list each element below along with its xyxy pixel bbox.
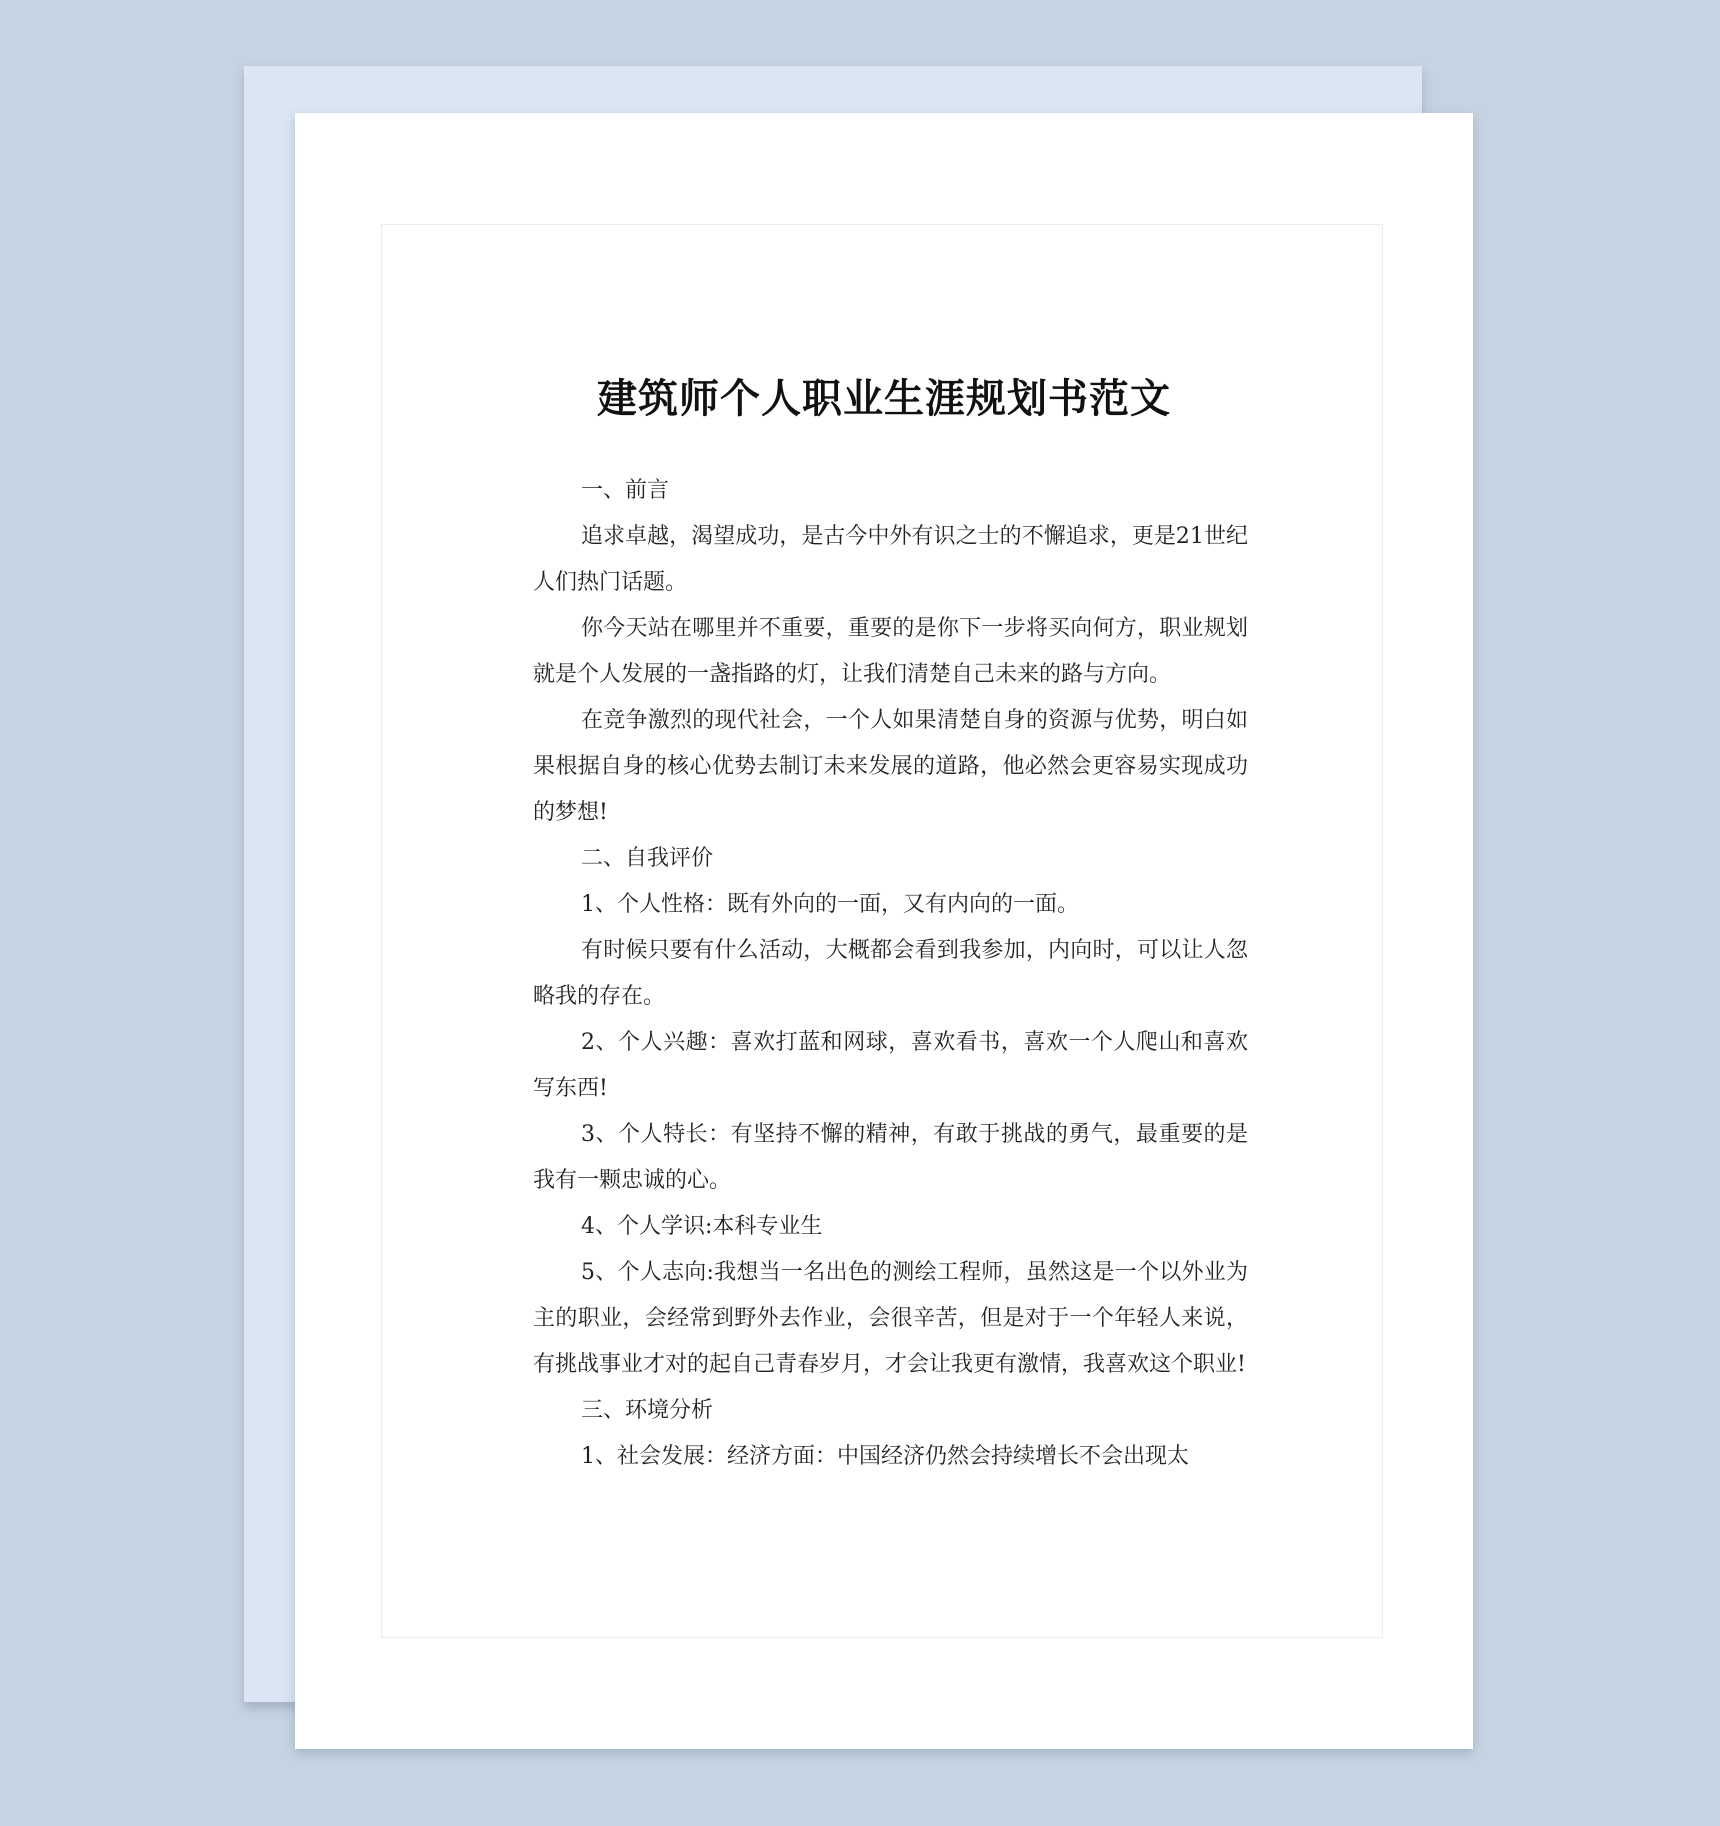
- paragraph: 你今天站在哪里并不重要，重要的是你下一步将买向何方，职业规划就是个人发展的一盏指路的灯，让我们清楚自己未来的路与方向。: [533, 616, 1248, 687]
- paragraph: 追求卓越，渴望成功，是古今中外有识之士的不懈追求，更是21世纪人们热门话题。: [533, 524, 1248, 595]
- document-body: [533, 468, 1248, 1480]
- paragraph: 2、个人兴趣：喜欢打蓝和网球，喜欢看书，喜欢一个人爬山和喜欢写东西!: [533, 1030, 1248, 1101]
- paragraph: 1、个人性格：既有外向的一面，又有内向的一面。: [581, 892, 1079, 917]
- front-paper-sheet: [295, 113, 1473, 1749]
- paragraph: 3、个人特长：有坚持不懈的精神，有敢于挑战的勇气，最重要的是我有一颗忠诚的心。: [533, 1122, 1248, 1193]
- paragraph: 4、个人学识:本科专业生: [581, 1214, 823, 1239]
- paragraph: 1、社会发展：经济方面：中国经济仍然会持续增长不会出现太: [581, 1444, 1189, 1469]
- paragraph: 5、个人志向:我想当一名出色的测绘工程师，虽然这是一个以外业为主的职业，会经常到野外去作业，会很辛苦，但是对于一个年轻人来说，有挑战事业才对的起自己青春岁月，才会让我更有激情，我喜欢这个职业!: [533, 1260, 1248, 1377]
- paragraph: 二、自我评价: [581, 846, 714, 871]
- document-title: 建筑师个人职业生涯规划书范文: [597, 375, 1171, 422]
- paragraph: 有时候只要有什么活动，大概都会看到我参加，内向时，可以让人忽略我的存在。: [533, 938, 1248, 1009]
- paragraph: 在竞争激烈的现代社会，一个人如果清楚自身的资源与优势，明白如果根据自身的核心优势去制订未来发展的道路，他必然会更容易实现成功的梦想!: [533, 708, 1248, 825]
- paragraph: 一、前言: [581, 478, 670, 503]
- paragraph: 三、环境分析: [581, 1398, 714, 1423]
